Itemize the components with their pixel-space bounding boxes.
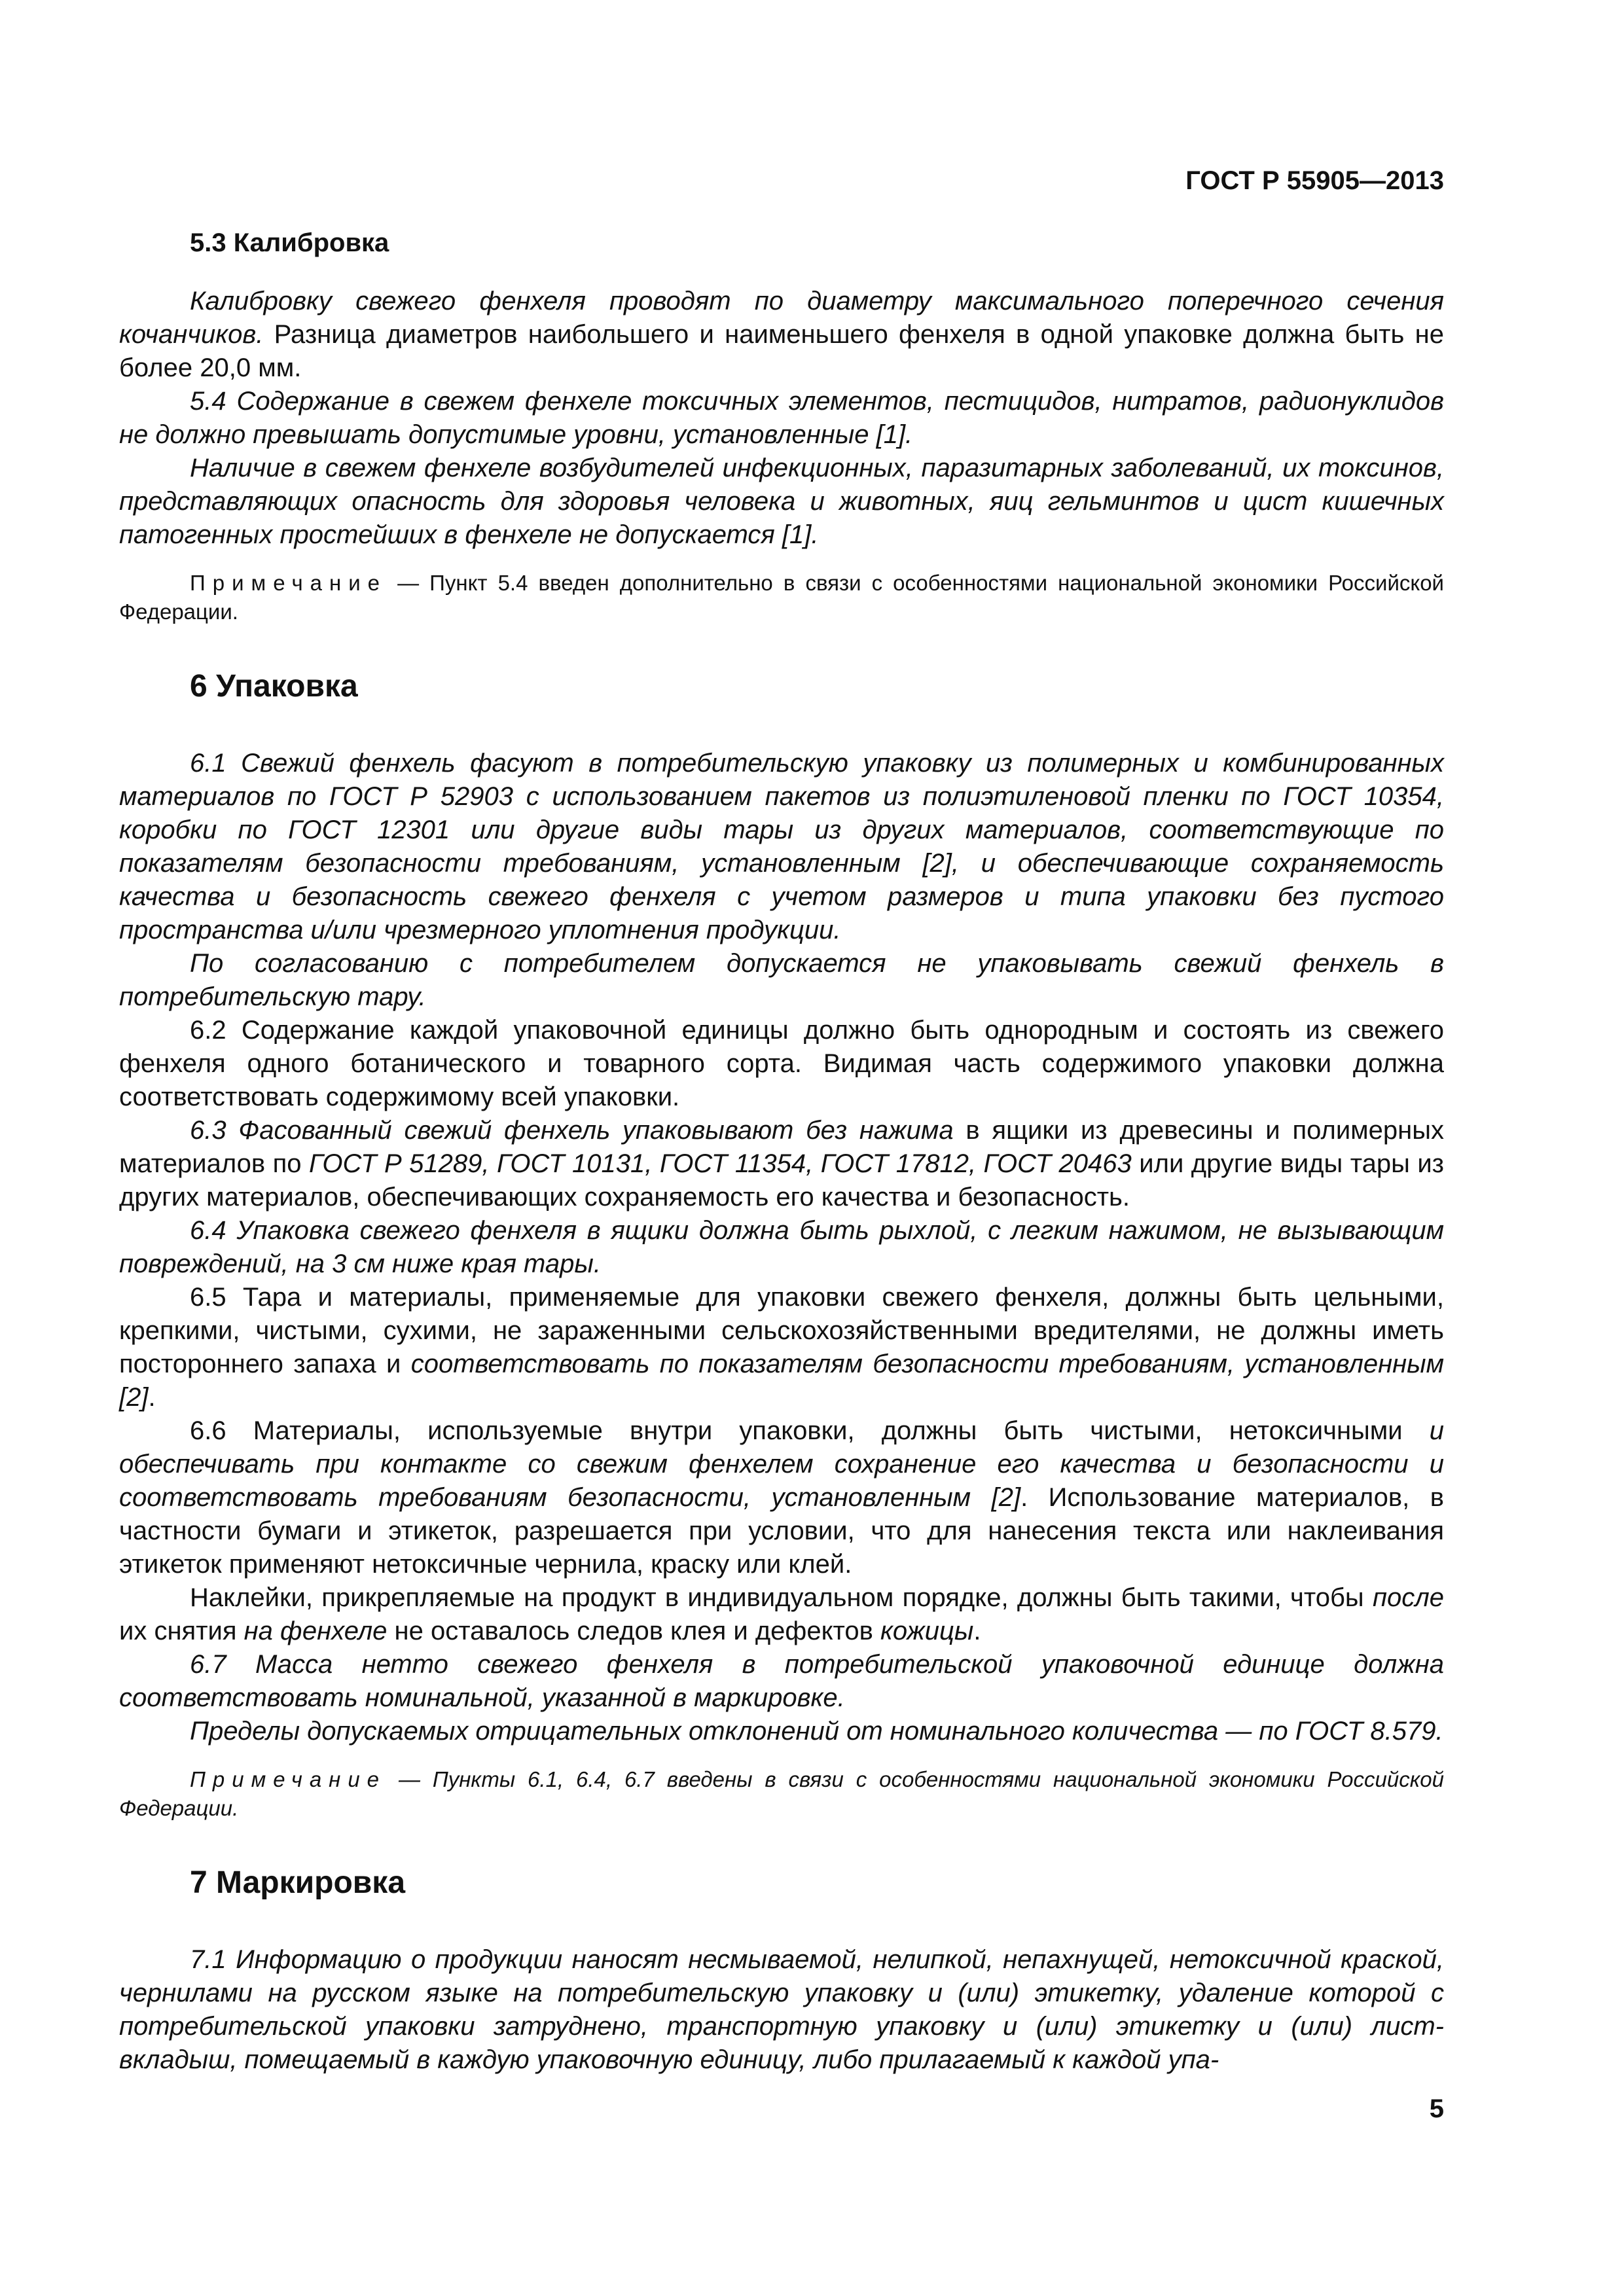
note-6	[119, 1765, 1444, 1823]
paragraph-7-1: 7.1 Информацию о продукции наносят несмываемой, нелипкой, непахнущей, нетоксичной краской, чернилами на русском языке на потребительскую упаковку и (или) этикетку, удаление которой с потребительской упаковки затруднено, транспортную упаковку и (или) этикетку и (или) лист-вкладыш, помещаемый в каждую упаковочную единицу, либо прилагаемый к каждой упа-	[119, 1945, 1444, 2074]
p63-c: ГОСТ Р 51289, ГОСТ 10131, ГОСТ 11354, ГОСТ 17812, ГОСТ 20463	[308, 1149, 1132, 1178]
p66-a: 6.6 Материалы, используемые внутри упаковки, должны быть чистыми, нетоксичными	[190, 1416, 1430, 1445]
section-5-3-title: 5.3 Калибровка	[190, 228, 389, 257]
note-label: Примечание	[190, 571, 388, 595]
section-6-title: 6 Упаковка	[190, 669, 358, 704]
paragraph-6-3	[119, 1114, 1444, 1214]
document-code: ГОСТ Р 55905—2013	[1185, 166, 1444, 195]
p63-a: 6.3 Фасованный свежий фенхель упаковывают без нажима	[190, 1116, 954, 1145]
paragraph-6-6-stickers	[119, 1581, 1444, 1648]
p66d-b: после	[1372, 1583, 1444, 1612]
page-content	[119, 226, 1444, 2077]
note-5-4	[119, 569, 1444, 626]
paragraph-5-4: 5.4 Содержание в свежем фенхеле токсичных элементов, пестицидов, нитратов, радионуклидов не должно превышать допустимые уровни, установленные [1].	[119, 387, 1444, 449]
note-text: — Пункт 5.4 введен дополнительно в связи с особенностями национальной экономики Российской Федерации.	[119, 571, 1444, 624]
p65-b: соответствовать по показателям безопасности требованиям, установленным [2]	[119, 1350, 1445, 1412]
paragraph-5-3	[119, 285, 1444, 385]
p63-b: в ящики из древесины и полимерных материалов по	[119, 1116, 1444, 1178]
paragraph-6-1: 6.1 Свежий фенхель фасуют в потребительскую упаковку из полимерных и комбинированных материалов по ГОСТ Р 52903 с использованием пакетов из полиэтиленовой пленки по ГОСТ 10354, коробки по ГОСТ 12301 или другие виды тары из других материалов, соответствующие по показателям безопасности требованиям, установленным [2], и обеспечивающие сохраняемость качества и безопасность свежего фенхеля с учетом размеров и типа упаковки без пустого пространства и/или чрезмерного уплотнения продукции.	[119, 749, 1444, 944]
p65-a: 6.5 Тара и материалы, применяемые для упаковки свежего фенхеля, должны быть цельными, крепкими, чистыми, сухими, не зараженными сельскохозяйственными вредителями, не должны иметь постороннего запаха и	[119, 1283, 1444, 1378]
p66d-e: не оставалось следов клея и дефектов	[387, 1617, 880, 1645]
paragraph-5-4-pathogens: Наличие в свежем фенхеле возбудителей инфекционных, паразитарных заболеваний, их токсинов, представляющих опасность для здоровья человека и животных, яиц гельминтов и цист кишечных патогенных простейших в фенхеле не допускается [1].	[119, 454, 1444, 549]
p66-c: . Использование материалов, в частности бумаги и этикеток, разрешается при условии, что для нанесения текста или наклеивания этикеток применяют нетоксичные чернила, краску или клей.	[119, 1483, 1444, 1579]
p66d-g: .	[973, 1617, 981, 1645]
paragraph-6-4: 6.4 Упаковка свежего фенхеля в ящики должна быть рыхлой, с легким нажимом, не вызывающим повреждений, на 3 см ниже края тары.	[119, 1216, 1444, 1278]
paragraph-6-5	[119, 1281, 1444, 1414]
paragraph-5-3-regular: Разница диаметров наибольшего и наименьшего фенхеля в одной упаковке должна быть не более 20,0 мм.	[119, 320, 1444, 382]
paragraph-6-2: 6.2 Содержание каждой упаковочной единицы должно быть однородным и состоять из свежего фенхеля одного ботанического и товарного сорта. Видимая часть содержимого упаковки должна соответствовать содержимому всей упаковки.	[119, 1016, 1444, 1111]
paragraph-6-6	[119, 1414, 1444, 1581]
paragraph-6-1-agreement: По согласованию с потребителем допускается не упаковывать свежий фенхель в потребительскую тару.	[119, 949, 1444, 1011]
paragraph-6-7: 6.7 Масса нетто свежего фенхеля в потребительской упаковочной единице должна соответствовать номинальной, указанной в маркировке.	[119, 1650, 1444, 1712]
p66d-a: Наклейки, прикрепляемые на продукт в индивидуальном порядке, должны быть такими, чтобы	[190, 1583, 1373, 1612]
note-text: — Пункты 6.1, 6.4, 6.7 введены в связи с особенностями национальной экономики Российской Федерации.	[119, 1767, 1444, 1820]
p66d-d: на фенхеле	[244, 1617, 388, 1645]
p66-b: и обеспечивать при контакте со свежим фенхелем сохранение его качества и безопасности и соответствовать требованиям безопасности, установленным [2]	[119, 1416, 1444, 1512]
p66d-f: кожицы	[880, 1617, 974, 1645]
page-number: 5	[1429, 2094, 1444, 2123]
p63-d: или другие виды тары из других материалов, обеспечивающих сохраняемость его качества и безопасность.	[119, 1149, 1445, 1211]
paragraph-5-3-italic: Калибровку свежего фенхеля проводят по диаметру максимального поперечного сечения кочанчиков.	[119, 287, 1444, 349]
section-7-title: 7 Маркировка	[190, 1865, 406, 1900]
p65-c: .	[148, 1383, 156, 1412]
p66d-c: их снятия	[119, 1617, 244, 1645]
note-label: Примечание	[190, 1767, 387, 1791]
paragraph-6-7-limits: Пределы допускаемых отрицательных отклонений от номинального количества — по ГОСТ 8.579.	[190, 1717, 1443, 1746]
